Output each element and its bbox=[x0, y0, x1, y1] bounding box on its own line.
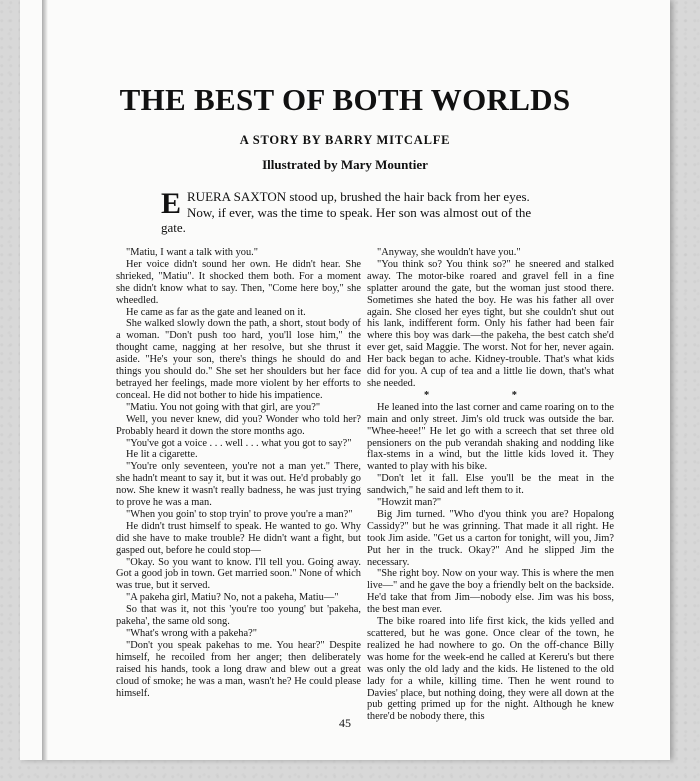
drop-cap: E bbox=[161, 187, 182, 220]
paragraph: "Matiu, I want a talk with you." bbox=[126, 247, 258, 258]
illustrator-credit: Illustrated by Mary Mountier bbox=[262, 157, 428, 172]
magazine-page bbox=[20, 0, 670, 760]
paragraph: "Don't you speak pakehas to me. You hear?" Despite himself, he recoiled from her anger; then deliberately raised his hands, took a long draw and blew out a great cloud of smoke; he was a man, wasn't he? He could please himself. bbox=[116, 639, 361, 699]
paragraph: He lit a cigarette. bbox=[126, 449, 198, 461]
paragraph: "She right boy. Now on your way. This is where the men live—" and he gave the boy a friendly belt on the backside. He'd take that from Jim—nobody else. Jim was his boss, the best man ever. bbox=[367, 568, 614, 616]
paragraph: So that was it, not this 'you're too young' but 'pakeha, pakeha', the same old song. bbox=[116, 604, 361, 628]
right-text-column bbox=[367, 247, 614, 723]
paragraph: "When you goin' to stop tryin' to prove you're a man?" bbox=[126, 508, 353, 520]
paragraph: "Howzit man?" bbox=[377, 497, 442, 509]
paragraph: He didn't trust himself to speak. He wanted to go. Why did she have to make trouble? He didn't want a fight, but gasped out, before he could stop— bbox=[116, 520, 361, 556]
paragraph: Well, you never knew, did you? Wonder who told her? Probably heard it down the store months ago. bbox=[116, 413, 361, 437]
paragraph: The bike roared into life first kick, the kids yelled and scattered, but he was gone. Once clear of the town, he realized he had nowhere to go. On the off-chance Billy was home for the week-end he called at Kereru's but there was only the old lady and the kids. He listened to the old lady for a while, killing time. Then he went round to Davies' place, but nothing doing, they were all down at the pub getting primed up for the night. Although he knew there'd be nobody there, this bbox=[367, 616, 614, 723]
paragraph: Her voice didn't sound her own. He didn't hear. She shrieked, "Matiu". It shocked them both. For a moment she didn't know what to say. Then, "Come here boy," she wheedled. bbox=[116, 258, 361, 306]
page-number: 45 bbox=[339, 716, 351, 730]
paragraph: "You're only seventeen, you're not a man yet." There, she hadn't meant to say it, but it was out. He'd probably go now. She knew it wasn't really badness, he was just trying to prove he was a man. bbox=[116, 461, 361, 509]
paragraph: He came as far as the gate and leaned on it. bbox=[126, 306, 306, 318]
paragraph: He leaned into the last corner and came roaring on to the main and only street. Jim's old truck was outside the bar. "Whee-heee!" He let go with a screech that set three old pensioners on the pub verandah shaking and nodding like flax-stems in a wind, but the little kids loved it. They wanted to play with his bike. bbox=[367, 401, 614, 473]
paragraph: "What's wrong with a pakeha?" bbox=[126, 628, 257, 639]
story-byline: A STORY BY BARRY MITCALFE bbox=[239, 133, 451, 147]
paragraph: "Don't let it fall. Else you'll be the meat in the sandwich," he said and left them to it. bbox=[367, 473, 614, 497]
story-title: THE BEST OF BOTH WORLDS bbox=[119, 82, 571, 117]
paragraph: "Okay. So you want to know. I'll tell you. Going away. Got a good job in town. Get married soon." None of which was true, but it served. bbox=[116, 556, 361, 592]
paragraph: "Anyway, she wouldn't have you." bbox=[377, 247, 521, 258]
paragraph: She walked slowly down the path, a short, stout body of a woman. "Don't push too hard, you'll lose him," the thought came, nagging at her resolve, but she thrust it aside. "He's your son, there's things he should do and things you should do." She set her shoulders but her face betrayed her feelings, made more violent by her efforts to conceal. He did not bother to hide his impatience. bbox=[116, 318, 361, 401]
left-text-column bbox=[116, 247, 361, 699]
paragraph: "Matiu. You not going with that girl, are you?" bbox=[126, 401, 321, 413]
paragraph: "You've got a voice . . . well . . . what you got to say?" bbox=[126, 437, 352, 449]
paragraph: * * bbox=[424, 389, 557, 401]
intro-text: RUERA SAXTON stood up, brushed the hair back from her eyes. Now, if ever, was the time to speak. Her son was almost out of the gate. bbox=[161, 189, 532, 235]
paragraph: "You think so? You think so?" he sneered and stalked away. The motor-bike roared and gravel fell in a fine splatter around the gate, but the woman just stood there. Sometimes she hated the boy. He was his father all over again. She closed her eyes tight, but she couldn't shut out his lank, indifferent form. Only his father had been fair where this boy was dark—the pakeha, the best catch she'd ever get, said Maggie. The worst. Not for her, never again. Her back began to ache. Kidney-trouble. That's what kids did for you. A cup of tea and a little lie down, that's what she needed. bbox=[367, 258, 614, 389]
paragraph: "A pakeha girl, Matiu? No, not a pakeha, Matiu—" bbox=[126, 592, 339, 604]
paragraph: Big Jim turned. "Who d'you think you are? Hopalong Cassidy?" but he was grinning. That made it all right. He took Jim aside. "Get us a carton for tonight, will you, Jim? Put her in the truck. Okay?" And he slipped Jim the necessary. bbox=[367, 508, 614, 568]
intro-paragraph bbox=[161, 189, 551, 236]
